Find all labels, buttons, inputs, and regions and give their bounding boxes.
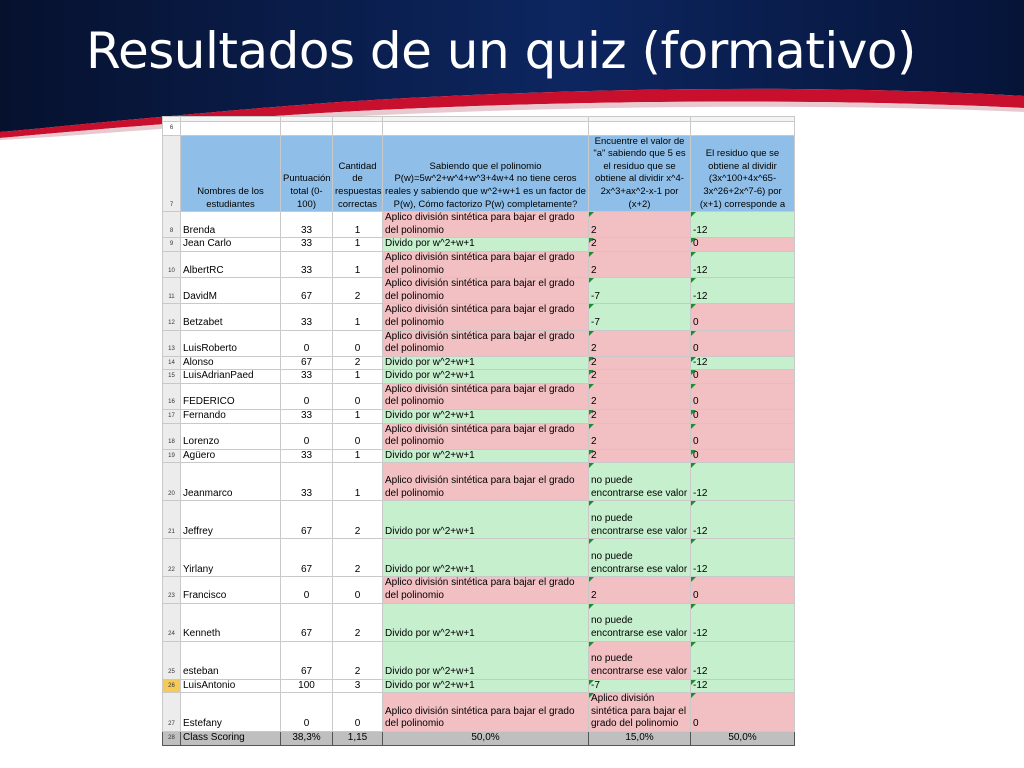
correct-count-cell: 1 xyxy=(333,212,383,238)
class-scoring-label: Class Scoring xyxy=(181,732,281,746)
answer-q2-cell: 2 xyxy=(589,449,691,463)
answer-q3-cell: -12 xyxy=(691,251,795,277)
row-number: 11 xyxy=(163,278,181,304)
row-number: 6 xyxy=(163,122,181,136)
row-number: 19 xyxy=(163,449,181,463)
answer-q3-cell: -12 xyxy=(691,278,795,304)
row-number: 7 xyxy=(163,135,181,212)
answer-q3-cell: 0 xyxy=(691,304,795,330)
answer-q3-cell: 0 xyxy=(691,370,795,384)
answer-q3-cell: -12 xyxy=(691,463,795,501)
score-cell: 67 xyxy=(281,501,333,539)
score-cell: 33 xyxy=(281,410,333,424)
student-name: Brenda xyxy=(181,212,281,238)
answer-q3-cell: -12 xyxy=(691,679,795,693)
answer-q1-cell: Aplico división sintética para bajar el grado del polinomio xyxy=(383,577,589,603)
student-row xyxy=(163,383,795,409)
student-name: Jean Carlo xyxy=(181,238,281,252)
answer-q2-cell: no puede encontrarse ese valor xyxy=(589,463,691,501)
row-number: 17 xyxy=(163,410,181,424)
score-cell: 33 xyxy=(281,463,333,501)
student-name: Betzabet xyxy=(181,304,281,330)
row-number: 10 xyxy=(163,251,181,277)
student-row xyxy=(163,212,795,238)
correct-count-cell: 0 xyxy=(333,330,383,356)
answer-q3-cell: 0 xyxy=(691,577,795,603)
answer-q2-cell: 2 xyxy=(589,383,691,409)
row-number: 24 xyxy=(163,603,181,641)
answer-q2-cell: -7 xyxy=(589,304,691,330)
answer-q1-cell: Divido por w^2+w+1 xyxy=(383,356,589,370)
student-row xyxy=(163,251,795,277)
score-cell: 67 xyxy=(281,603,333,641)
answer-q2-cell: 2 xyxy=(589,212,691,238)
q2-percent: 15,0% xyxy=(589,732,691,746)
score-cell: 33 xyxy=(281,238,333,252)
answer-q1-cell: Aplico división sintética para bajar el grado del polinomio xyxy=(383,304,589,330)
answer-q3-cell: -12 xyxy=(691,356,795,370)
row-number: 25 xyxy=(163,641,181,679)
student-name: Fernando xyxy=(181,410,281,424)
answer-q3-cell: 0 xyxy=(691,423,795,449)
class-score-average: 38,3% xyxy=(281,732,333,746)
correct-count-cell: 1 xyxy=(333,463,383,501)
answer-q1-cell: Divido por w^2+w+1 xyxy=(383,370,589,384)
student-row xyxy=(163,423,795,449)
student-row xyxy=(163,693,795,732)
answer-q1-cell: Divido por w^2+w+1 xyxy=(383,641,589,679)
row-number: 22 xyxy=(163,539,181,577)
answer-q1-cell: Divido por w^2+w+1 xyxy=(383,410,589,424)
student-name: Agüero xyxy=(181,449,281,463)
student-row xyxy=(163,449,795,463)
student-name: Alonso xyxy=(181,356,281,370)
student-row xyxy=(163,410,795,424)
correct-count-cell: 2 xyxy=(333,278,383,304)
answer-q3-cell: 0 xyxy=(691,449,795,463)
score-cell: 67 xyxy=(281,356,333,370)
row-number: 16 xyxy=(163,383,181,409)
row-number: 18 xyxy=(163,423,181,449)
answer-q1-cell: Aplico división sintética para bajar el grado del polinomio xyxy=(383,330,589,356)
slide-title: Resultados de un quiz (formativo) xyxy=(86,22,916,80)
correct-count-cell: 0 xyxy=(333,693,383,732)
row-number: 12 xyxy=(163,304,181,330)
answer-q2-cell: no puede encontrarse ese valor xyxy=(589,603,691,641)
answer-q3-cell: -12 xyxy=(691,501,795,539)
class-correct-average: 1,15 xyxy=(333,732,383,746)
student-row xyxy=(163,304,795,330)
row-number: 27 xyxy=(163,693,181,732)
student-row xyxy=(163,603,795,641)
score-cell: 100 xyxy=(281,679,333,693)
row-number: 8 xyxy=(163,212,181,238)
row-number: 9 xyxy=(163,238,181,252)
score-cell: 0 xyxy=(281,423,333,449)
q3-percent: 50,0% xyxy=(691,732,795,746)
row-number: 21 xyxy=(163,501,181,539)
answer-q3-cell: -12 xyxy=(691,603,795,641)
header-row xyxy=(163,135,795,212)
student-name: FEDERICO xyxy=(181,383,281,409)
row-number: 15 xyxy=(163,370,181,384)
header-correct: Cantidad de respuestas correctas xyxy=(333,135,383,212)
score-cell: 0 xyxy=(281,577,333,603)
answer-q2-cell: 2 xyxy=(589,410,691,424)
student-row xyxy=(163,463,795,501)
score-cell: 33 xyxy=(281,449,333,463)
answer-q1-cell: Aplico división sintética para bajar el grado del polinomio xyxy=(383,693,589,732)
student-name: LuisRoberto xyxy=(181,330,281,356)
row-number: 13 xyxy=(163,330,181,356)
score-cell: 0 xyxy=(281,383,333,409)
correct-count-cell: 2 xyxy=(333,603,383,641)
header-question-1: Sabiendo que el polinomio P(w)=5w^2+w^4+w^3+4w+4 no tiene ceros reales y sabiendo que w^2+w+1 es un factor de P(w), Cómo factorizo P(w) completamente? xyxy=(383,135,589,212)
student-row xyxy=(163,577,795,603)
correct-count-cell: 1 xyxy=(333,410,383,424)
answer-q1-cell: Aplico división sintética para bajar el grado del polinomio xyxy=(383,423,589,449)
score-cell: 67 xyxy=(281,539,333,577)
student-row xyxy=(163,238,795,252)
row-number: 23 xyxy=(163,577,181,603)
student-row xyxy=(163,679,795,693)
correct-count-cell: 0 xyxy=(333,383,383,409)
row-number: 28 xyxy=(163,732,181,746)
student-name: Kenneth xyxy=(181,603,281,641)
answer-q1-cell: Divido por w^2+w+1 xyxy=(383,449,589,463)
answer-q2-cell: 2 xyxy=(589,370,691,384)
answer-q3-cell: -12 xyxy=(691,539,795,577)
answer-q2-cell: no puede encontrarse ese valor xyxy=(589,539,691,577)
score-cell: 33 xyxy=(281,251,333,277)
student-name: esteban xyxy=(181,641,281,679)
answer-q1-cell: Aplico división sintética para bajar el grado del polinomio xyxy=(383,212,589,238)
answer-q2-cell: 2 xyxy=(589,356,691,370)
answer-q1-cell: Aplico división sintética para bajar el grado del polinomio xyxy=(383,463,589,501)
score-cell: 67 xyxy=(281,278,333,304)
correct-count-cell: 1 xyxy=(333,304,383,330)
correct-count-cell: 0 xyxy=(333,577,383,603)
student-name: Jeanmarco xyxy=(181,463,281,501)
row-number: 14 xyxy=(163,356,181,370)
row-number: 20 xyxy=(163,463,181,501)
correct-count-cell: 1 xyxy=(333,449,383,463)
student-name: LuisAdrianPaed xyxy=(181,370,281,384)
correct-count-cell: 3 xyxy=(333,679,383,693)
blank-row xyxy=(163,122,795,136)
correct-count-cell: 2 xyxy=(333,641,383,679)
score-cell: 33 xyxy=(281,370,333,384)
answer-q3-cell: -12 xyxy=(691,212,795,238)
student-row xyxy=(163,501,795,539)
student-name: Francisco xyxy=(181,577,281,603)
student-name: Estefany xyxy=(181,693,281,732)
correct-count-cell: 2 xyxy=(333,539,383,577)
student-row xyxy=(163,278,795,304)
answer-q3-cell: 0 xyxy=(691,330,795,356)
header-question-3: El residuo que se obtiene al dividir (3x^100+4x^65-3x^26+2x^7-6) por (x+1) corresponde a xyxy=(691,135,795,212)
answer-q2-cell: -7 xyxy=(589,679,691,693)
q1-percent: 50,0% xyxy=(383,732,589,746)
student-name: DavidM xyxy=(181,278,281,304)
student-name: Lorenzo xyxy=(181,423,281,449)
answer-q2-cell: 2 xyxy=(589,577,691,603)
student-name: AlbertRC xyxy=(181,251,281,277)
score-cell: 33 xyxy=(281,304,333,330)
answer-q2-cell: 2 xyxy=(589,251,691,277)
student-row xyxy=(163,330,795,356)
answer-q1-cell: Divido por w^2+w+1 xyxy=(383,501,589,539)
answer-q2-cell: no puede encontrarse ese valor xyxy=(589,501,691,539)
correct-count-cell: 2 xyxy=(333,356,383,370)
answer-q3-cell: -12 xyxy=(691,641,795,679)
answer-q2-cell: Aplico división sintética para bajar el grado del polinomio xyxy=(589,693,691,732)
student-row xyxy=(163,356,795,370)
answer-q1-cell: Divido por w^2+w+1 xyxy=(383,679,589,693)
answer-q3-cell: 0 xyxy=(691,693,795,732)
row-number: 26 xyxy=(163,679,181,693)
score-cell: 67 xyxy=(281,641,333,679)
answer-q1-cell: Divido por w^2+w+1 xyxy=(383,238,589,252)
header-question-2: Encuentre el valor de "a" sabiendo que 5 es el residuo que se obtiene al dividir x^4-2x^3+ax^2-x-1 por (x+2) xyxy=(589,135,691,212)
answer-q3-cell: 0 xyxy=(691,238,795,252)
answer-q2-cell: 2 xyxy=(589,423,691,449)
student-row xyxy=(163,539,795,577)
score-cell: 33 xyxy=(281,212,333,238)
answer-q1-cell: Divido por w^2+w+1 xyxy=(383,603,589,641)
correct-count-cell: 1 xyxy=(333,370,383,384)
student-name: LuisAntonio xyxy=(181,679,281,693)
answer-q2-cell: 2 xyxy=(589,330,691,356)
answer-q3-cell: 0 xyxy=(691,383,795,409)
score-cell: 0 xyxy=(281,330,333,356)
correct-count-cell: 1 xyxy=(333,251,383,277)
student-name: Jeffrey xyxy=(181,501,281,539)
class-scoring-row xyxy=(163,732,795,746)
answer-q1-cell: Aplico división sintética para bajar el grado del polinomio xyxy=(383,278,589,304)
answer-q2-cell: 2 xyxy=(589,238,691,252)
score-cell: 0 xyxy=(281,693,333,732)
student-row xyxy=(163,641,795,679)
correct-count-cell: 1 xyxy=(333,238,383,252)
answer-q2-cell: -7 xyxy=(589,278,691,304)
student-row xyxy=(163,370,795,384)
answer-q3-cell: 0 xyxy=(691,410,795,424)
header-score: Puntuación total (0-100) xyxy=(281,135,333,212)
spreadsheet-screenshot xyxy=(162,116,795,746)
correct-count-cell: 0 xyxy=(333,423,383,449)
answer-q2-cell: no puede encontrarse ese valor xyxy=(589,641,691,679)
correct-count-cell: 2 xyxy=(333,501,383,539)
header-name: Nombres de los estudiantes xyxy=(181,135,281,212)
answer-q1-cell: Aplico división sintética para bajar el grado del polinomio xyxy=(383,251,589,277)
answer-q1-cell: Aplico división sintética para bajar el grado del polinomio xyxy=(383,383,589,409)
answer-q1-cell: Divido por w^2+w+1 xyxy=(383,539,589,577)
student-name: Yirlany xyxy=(181,539,281,577)
